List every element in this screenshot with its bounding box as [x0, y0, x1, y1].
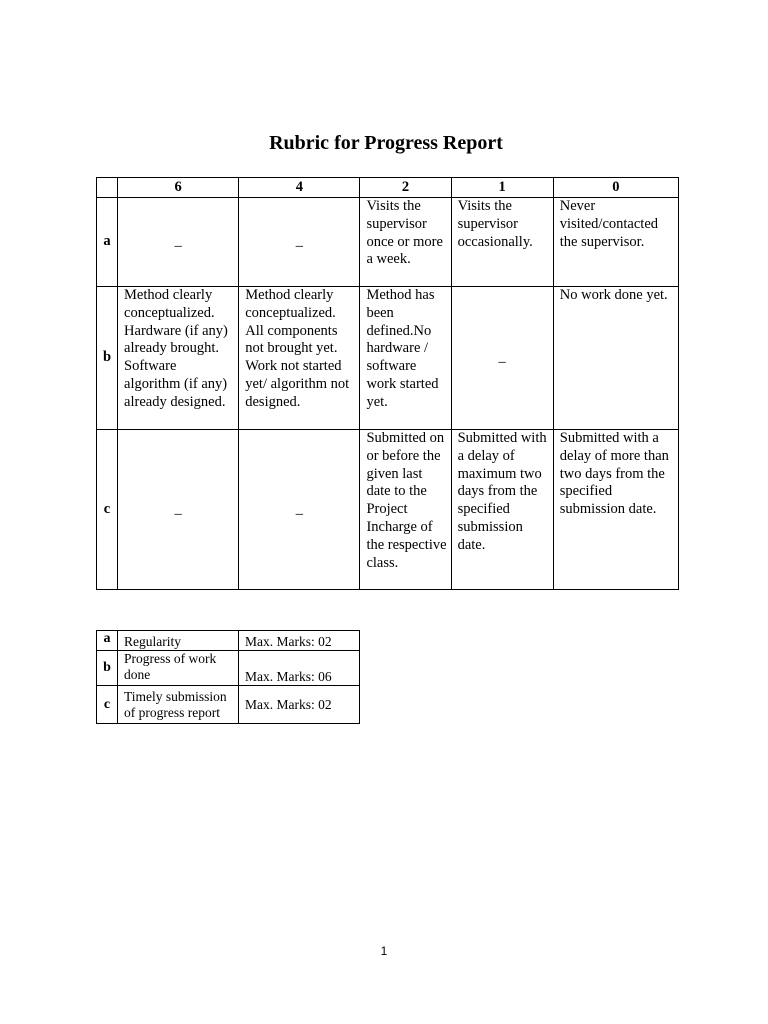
rubric-table	[96, 177, 679, 590]
row-label: a	[97, 198, 118, 287]
rubric-cell: Submitted on or before the given last date to the Project Incharge of the respective class.	[360, 430, 451, 590]
rubric-row-b	[97, 287, 679, 430]
rubric-row-a	[97, 198, 679, 287]
rubric-cell: No work done yet.	[553, 287, 678, 430]
rubric-cell: Never visited/contacted the supervisor.	[553, 198, 678, 287]
page-title: Rubric for Progress Report	[269, 132, 503, 154]
summary-marks: Max. Marks: 02	[239, 686, 360, 724]
summary-row-a	[97, 631, 360, 651]
rubric-cell: Visits the supervisor occasionally.	[451, 198, 553, 287]
rubric-cell: Method has been defined.No hardware / software work started yet.	[360, 287, 451, 430]
rubric-header-score: 4	[239, 178, 360, 198]
summary-criterion: Timely submission of progress report	[118, 686, 239, 724]
row-label: b	[97, 287, 118, 430]
rubric-header-score: 0	[553, 178, 678, 198]
rubric-header-corner	[97, 178, 118, 198]
rubric-header-row	[97, 178, 679, 198]
rubric-cell: Submitted with a delay of more than two days from the specified submission date.	[553, 430, 678, 590]
rubric-row-c	[97, 430, 679, 590]
rubric-cell: _	[239, 430, 360, 590]
summary-label: b	[97, 651, 118, 686]
summary-criterion: Progress of work done	[118, 651, 239, 686]
summary-marks: Max. Marks: 06	[239, 651, 360, 686]
page-number: 1	[380, 944, 388, 958]
summary-marks: Max. Marks: 02	[239, 631, 360, 651]
marks-summary-table	[96, 630, 360, 724]
summary-row-c	[97, 686, 360, 724]
rubric-cell: _	[118, 430, 239, 590]
rubric-cell: _	[239, 198, 360, 287]
summary-label: c	[97, 686, 118, 724]
summary-label: a	[97, 631, 118, 651]
rubric-header-score: 1	[451, 178, 553, 198]
rubric-cell: _	[118, 198, 239, 287]
row-label: c	[97, 430, 118, 590]
rubric-cell: _	[451, 287, 553, 430]
rubric-cell: Method clearly conceptualized. All components not brought yet. Work not started yet/ algorithm not designed.	[239, 287, 360, 430]
rubric-cell: Submitted with a delay of maximum two days from the specified submission date.	[451, 430, 553, 590]
summary-row-b	[97, 651, 360, 686]
rubric-header-score: 2	[360, 178, 451, 198]
rubric-cell: Method clearly conceptualized. Hardware (if any) already brought. Software algorithm (if any) already designed.	[118, 287, 239, 430]
rubric-header-score: 6	[118, 178, 239, 198]
rubric-cell: Visits the supervisor once or more a week.	[360, 198, 451, 287]
summary-criterion: Regularity	[118, 631, 239, 651]
